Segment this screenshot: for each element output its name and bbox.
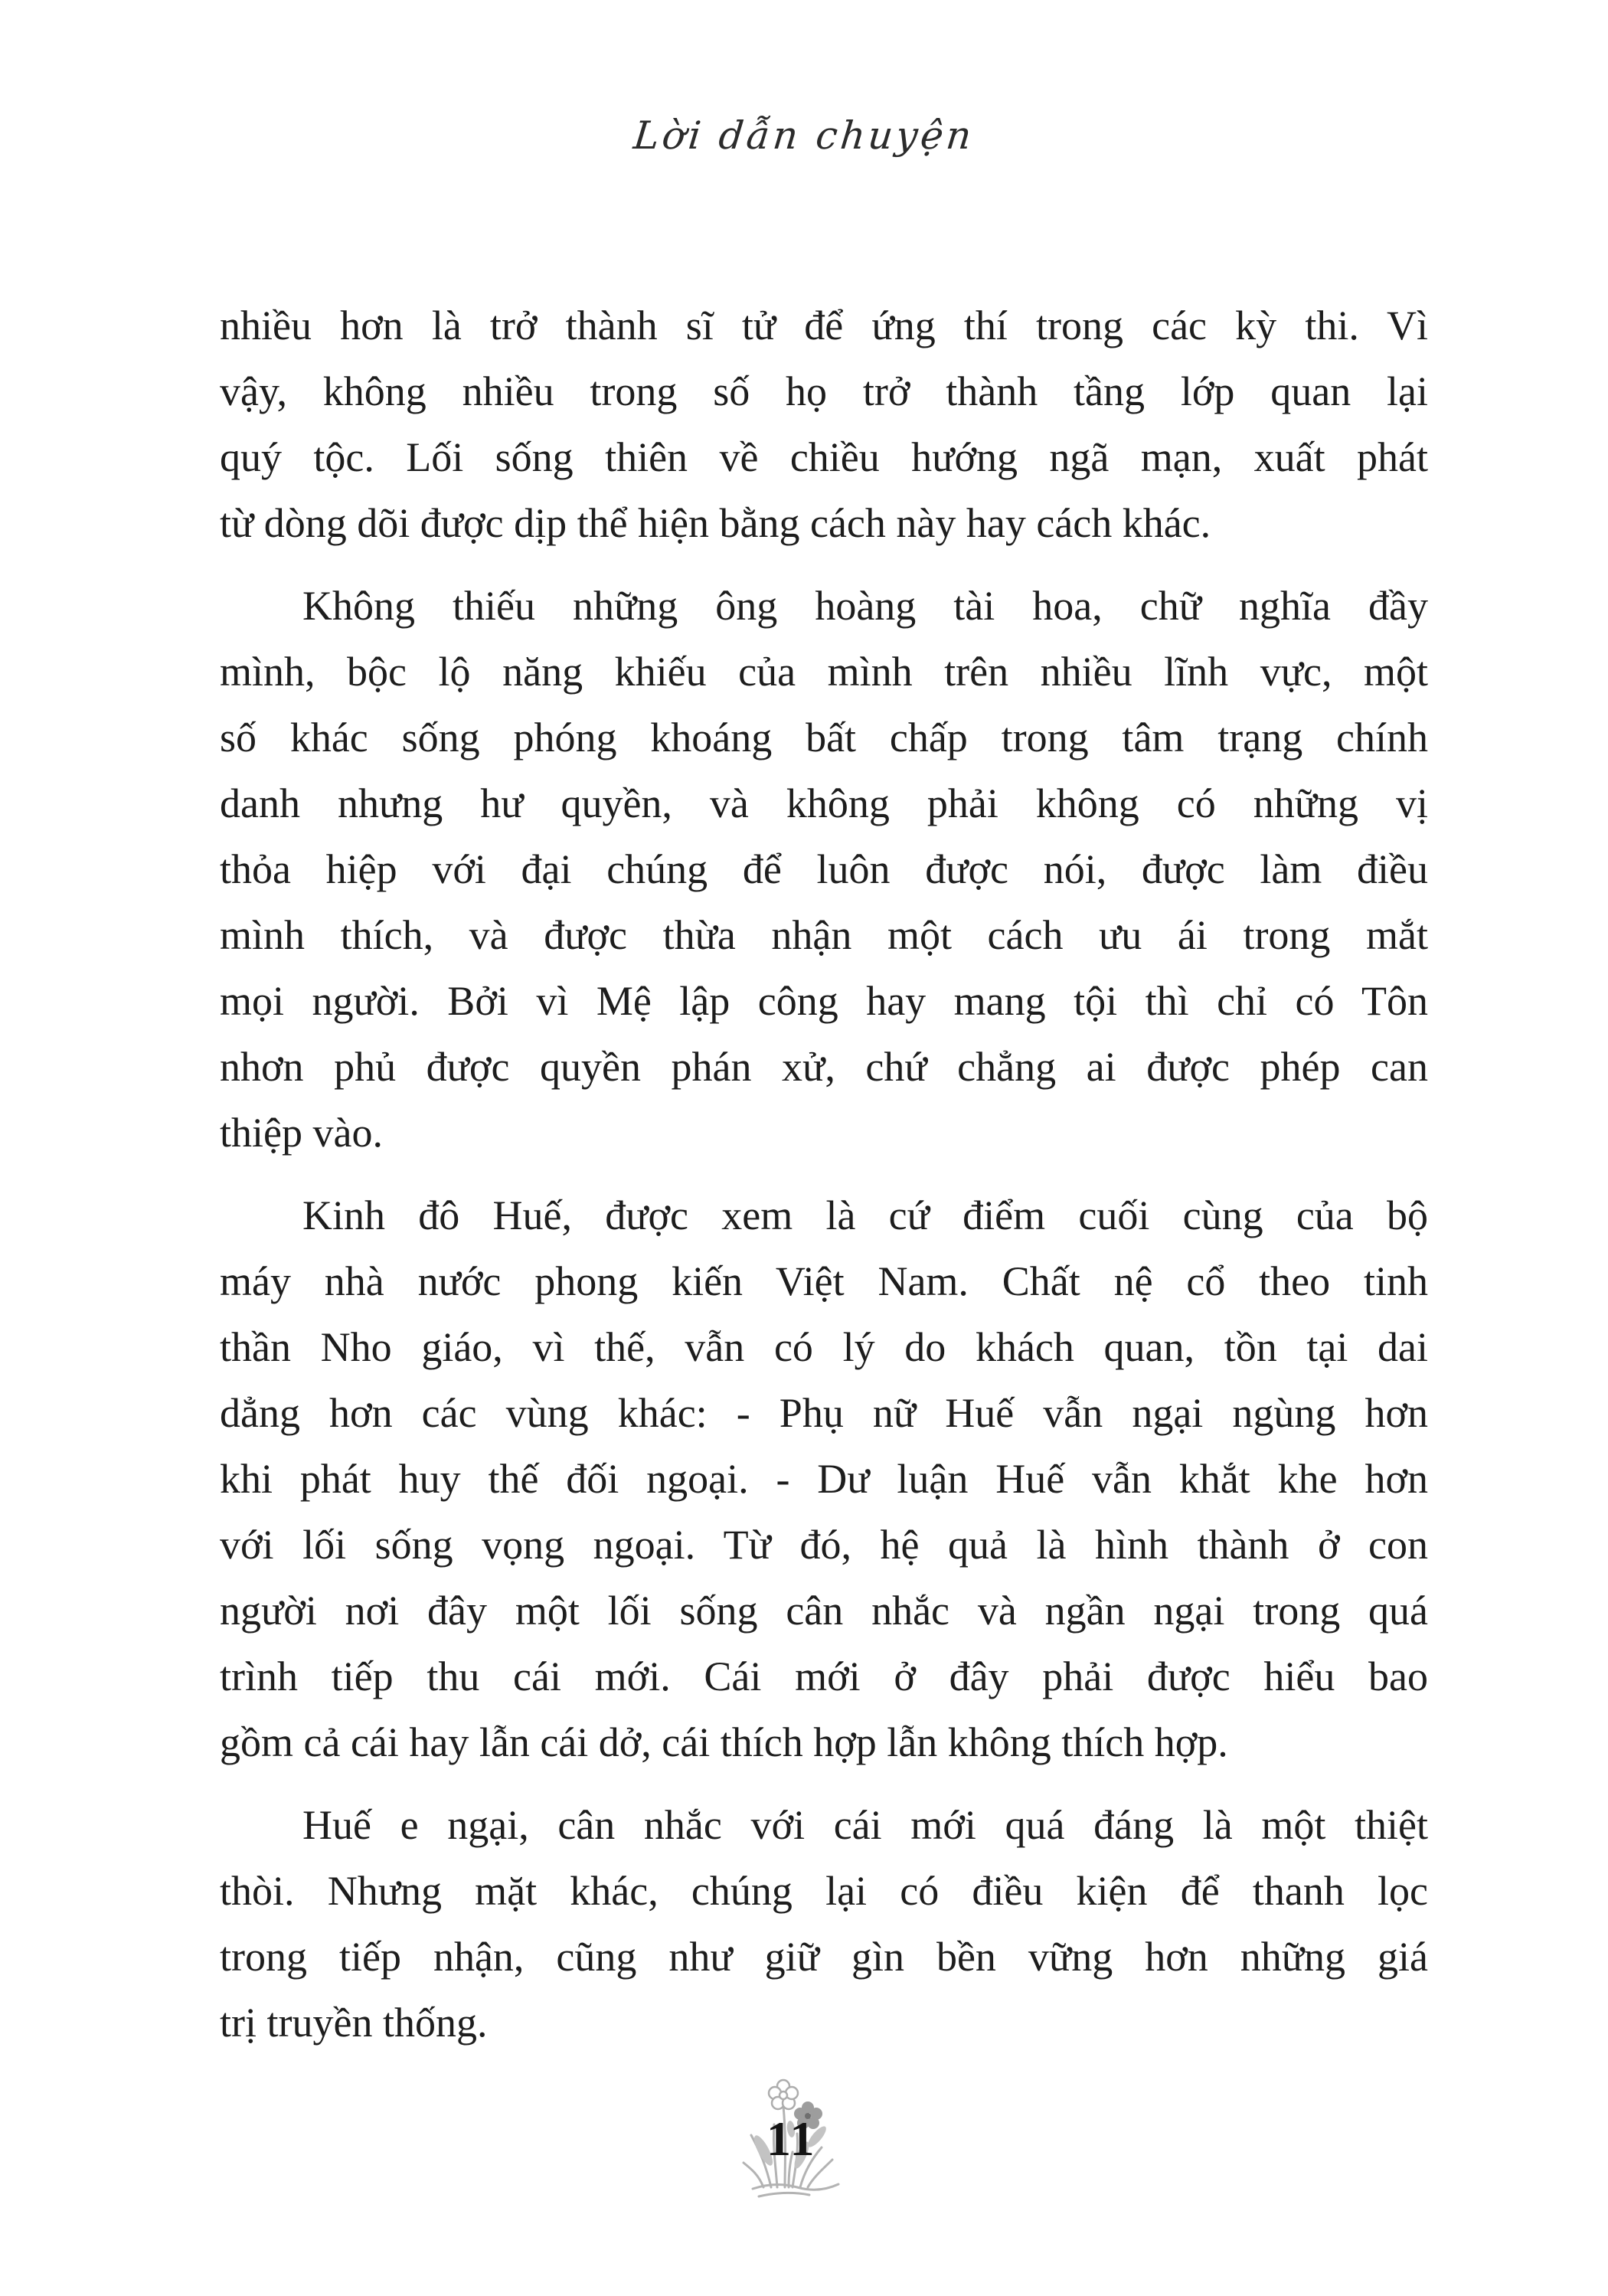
text-line: người nơi đây một lối sống cân nhắc và ngần ngại trong quá	[220, 1588, 1428, 1634]
text-line: mình, bộc lộ năng khiếu của mình trên nhiều lĩnh vực, một	[220, 649, 1428, 695]
text-line: vậy, không nhiều trong số họ trở thành tầng lớp quan lại	[220, 368, 1428, 414]
body-text	[220, 293, 1428, 2056]
text-line: trị truyền thống.	[220, 2000, 488, 2046]
text-line: gồm cả cái hay lẫn cái dở, cái thích hợp lẫn không thích hợp.	[220, 1719, 1228, 1765]
text-line: mọi người. Bởi vì Mệ lập công hay mang tội thì chỉ có Tôn	[220, 978, 1428, 1024]
paragraph	[220, 1792, 1428, 2056]
text-line: Không thiếu những ông hoàng tài hoa, chữ nghĩa đầy	[302, 583, 1428, 629]
paragraph	[220, 1182, 1428, 1775]
text-line: dẳng hơn các vùng khác: - Phụ nữ Huế vẫn ngại ngùng hơn	[220, 1390, 1428, 1436]
text-line: với lối sống vọng ngoại. Từ đó, hệ quả là hình thành ở con	[220, 1522, 1428, 1568]
text-line: trong tiếp nhận, cũng như giữ gìn bền vững hơn những giá	[220, 1934, 1428, 1980]
text-line: số khác sống phóng khoáng bất chấp trong tâm trạng chính	[220, 715, 1428, 760]
paragraph	[220, 293, 1428, 556]
text-line: Kinh đô Huế, được xem là cứ điểm cuối cùng của bộ	[302, 1192, 1428, 1238]
text-line: Huế e ngại, cân nhắc với cái mới quá đáng là một thiệt	[302, 1802, 1428, 1848]
text-line: nhiều hơn là trở thành sĩ tử để ứng thí trong các kỳ thi. Vì	[220, 303, 1428, 348]
text-line: thỏa hiệp với đại chúng để luôn được nói, được làm điều	[220, 846, 1428, 892]
text-line: nhơn phủ được quyền phán xử, chứ chẳng ai được phép can	[220, 1044, 1428, 1090]
text-line: thòi. Nhưng mặt khác, chúng lại có điều kiện để thanh lọc	[220, 1868, 1428, 1914]
text-line: thiệp vào.	[220, 1110, 383, 1156]
text-line: mình thích, và được thừa nhận một cách ưu ái trong mắt	[220, 912, 1428, 958]
text-line: máy nhà nước phong kiến Việt Nam. Chất nệ cổ theo tinh	[220, 1258, 1428, 1304]
text-line: thần Nho giáo, vì thế, vẫn có lý do khách quan, tồn tại dai	[220, 1324, 1428, 1370]
paragraph	[220, 573, 1428, 1166]
text-line: trình tiếp thu cái mới. Cái mới ở đây phải được hiểu bao	[220, 1653, 1428, 1699]
text-line: danh nhưng hư quyền, và không phải không có những vị	[220, 780, 1428, 826]
page-footer	[724, 2066, 869, 2219]
page-number: 11	[766, 2111, 816, 2166]
running-header: Lời dẫn chuyện	[631, 113, 977, 158]
text-line: khi phát huy thế đối ngoại. - Dư luận Huế vẫn khắt khe hơn	[220, 1456, 1428, 1502]
text-line: từ dòng dõi được dịp thể hiện bằng cách này hay cách khác.	[220, 500, 1211, 546]
text-line: quý tộc. Lối sống thiên về chiều hướng ngã mạn, xuất phát	[220, 434, 1428, 480]
